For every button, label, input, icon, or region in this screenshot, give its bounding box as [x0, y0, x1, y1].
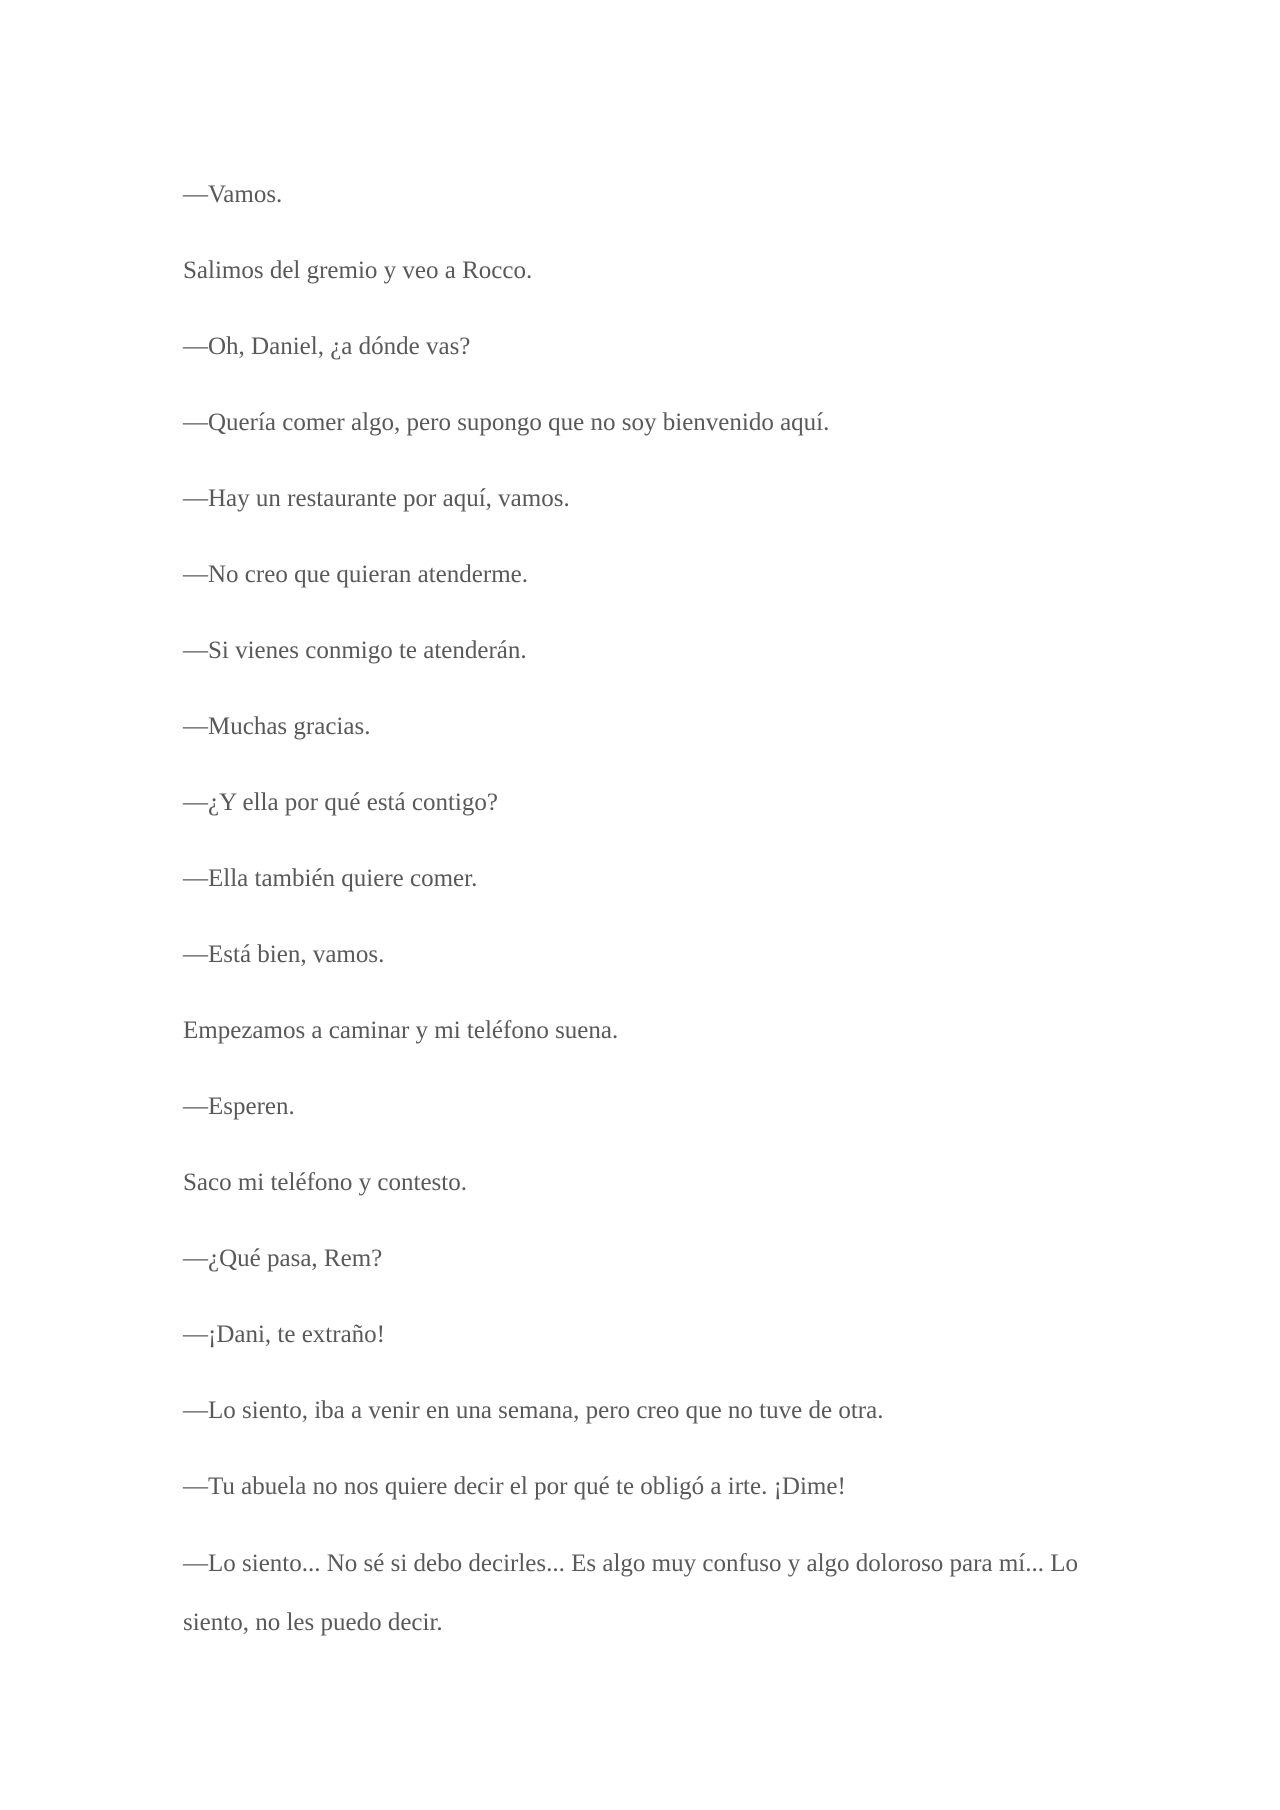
paragraph: —Está bien, vamos.: [183, 941, 385, 968]
paragraph: —Hay un restaurante por aquí, vamos.: [183, 485, 570, 512]
paragraph: —Lo siento, iba a venir en una semana, pero creo que no tuve de otra.: [183, 1397, 884, 1424]
paragraph: —¡Dani, te extraño!: [183, 1321, 386, 1348]
paragraph: —¿Qué pasa, Rem?: [183, 1245, 383, 1272]
paragraph: —Si vienes conmigo te atenderán.: [183, 637, 527, 664]
paragraph: —Ella también quiere comer.: [183, 865, 478, 892]
document-body: [183, 178, 1103, 1652]
paragraph: —Tu abuela no nos quiere decir el por qué te obligó a irte. ¡Dime!: [183, 1473, 846, 1500]
paragraph: —¿Y ella por qué está contigo?: [183, 789, 498, 816]
paragraph: Salimos del gremio y veo a Rocco.: [183, 257, 533, 284]
paragraph: —Muchas gracias.: [183, 713, 371, 740]
paragraph: —Esperen.: [183, 1093, 295, 1120]
paragraph: —No creo que quieran atenderme.: [183, 561, 528, 588]
paragraph: —Quería comer algo, pero supongo que no soy bienvenido aquí.: [183, 409, 830, 436]
paragraph: —Oh, Daniel, ¿a dónde vas?: [183, 333, 471, 360]
paragraph: —Vamos.: [183, 181, 283, 208]
paragraph: Empezamos a caminar y mi teléfono suena.: [183, 1017, 619, 1044]
paragraph: —Lo siento... No sé si debo decirles... Es algo muy confuso y algo doloroso para mí... Lo siento, no les puedo decir.: [183, 1550, 1078, 1636]
paragraph: Saco mi teléfono y contesto.: [183, 1169, 467, 1196]
